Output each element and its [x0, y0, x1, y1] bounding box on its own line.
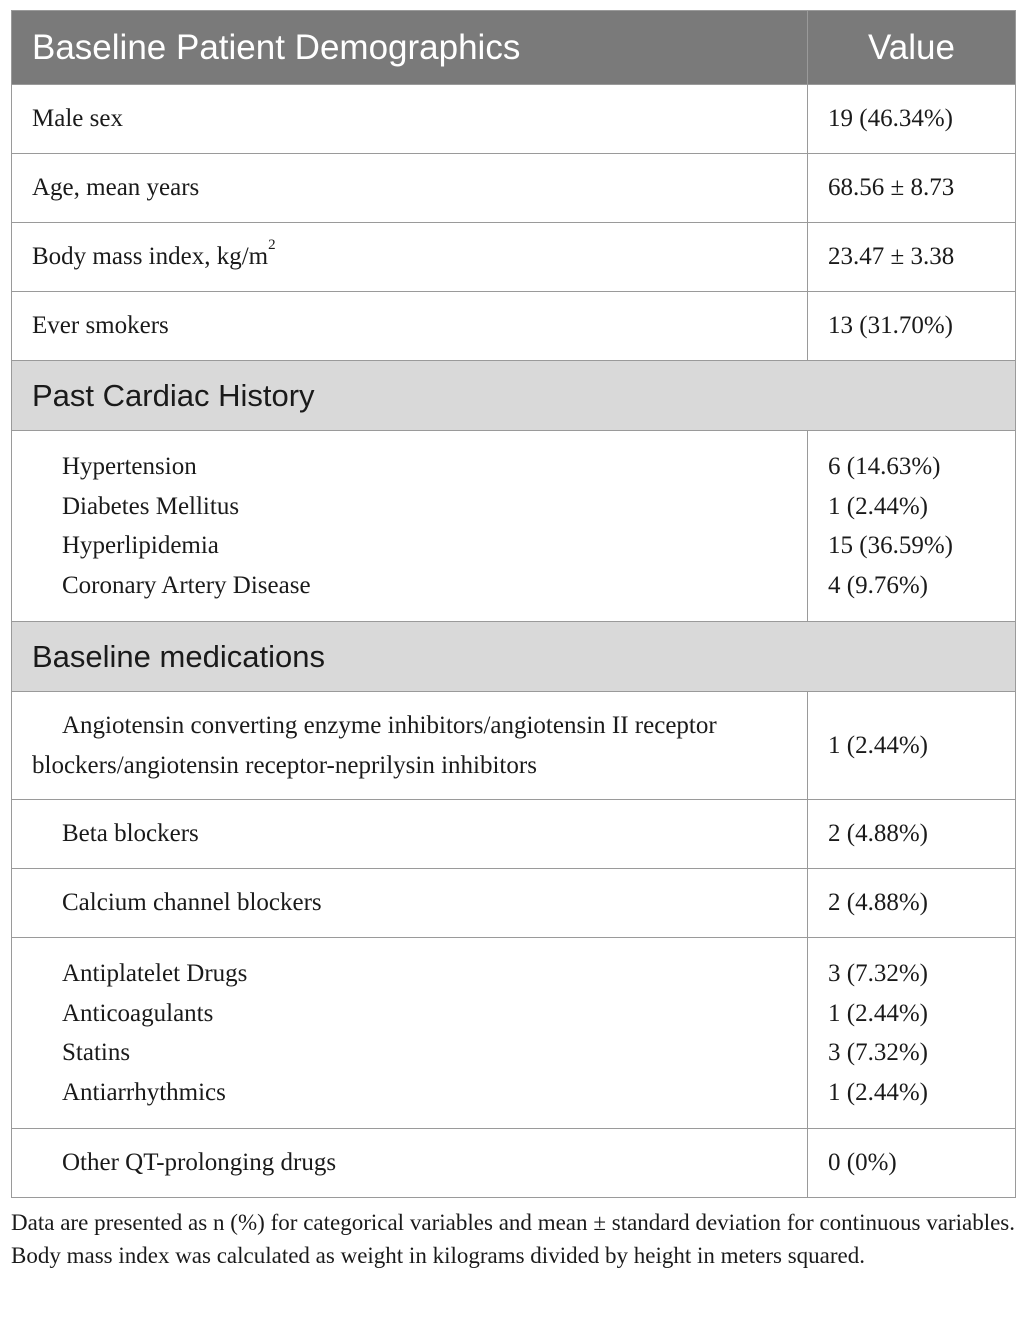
bmi-label-text: Body mass index, kg/m [32, 243, 269, 270]
list-item-label: Hypertension [62, 453, 197, 480]
row-label: Other QT-prolonging drugs [12, 1129, 808, 1198]
row-value: 23.47 ± 3.38 [808, 223, 1016, 292]
list-item-label: Statins [62, 1039, 131, 1066]
table-row [12, 692, 1016, 800]
row-value: 2 (4.88%) [808, 869, 1016, 938]
row-label-group [12, 938, 808, 1129]
list-item-label: Anticoagulants [62, 999, 214, 1027]
table-header-row [12, 11, 1016, 85]
table-row [12, 223, 1016, 292]
row-value: 68.56 ± 8.73 [808, 154, 1016, 223]
row-label: Calcium channel blockers [12, 869, 808, 938]
section-row-cardiac [12, 361, 1016, 431]
table-row [12, 292, 1016, 361]
row-label [12, 692, 808, 800]
list-item-value: 15 (36.59%) [828, 532, 953, 559]
list-item-label: Diabetes Mellitus [62, 492, 240, 520]
list-item-value: 3 (7.32%) [828, 960, 928, 987]
list-item-value: 1 (2.44%) [828, 1078, 928, 1106]
list-item-value: 3 (7.32%) [828, 1039, 928, 1066]
demographics-table-container [11, 10, 1015, 1198]
row-value-group [808, 431, 1016, 622]
section-title: Baseline medications [12, 622, 1016, 692]
table-row [12, 431, 1016, 622]
list-item-label: Antiplatelet Drugs [62, 960, 248, 987]
table-row [12, 85, 1016, 154]
bmi-label-superscript: 2 [268, 237, 276, 253]
list-item-value: 1 (2.44%) [828, 999, 928, 1027]
table-row [12, 1129, 1016, 1198]
row-label: Ever smokers [12, 292, 808, 361]
table-row [12, 800, 1016, 869]
row-label [12, 223, 808, 292]
row-value: 13 (31.70%) [808, 292, 1016, 361]
row-label: Beta blockers [12, 800, 808, 869]
list-item-value: 6 (14.63%) [828, 453, 941, 480]
row-value: 1 (2.44%) [808, 692, 1016, 800]
acei-label-text: Angiotensin converting enzyme inhibitors/angiotensin II receptor blockers/angiotensin receptor-neprilysin inhibitors [32, 711, 717, 779]
row-value: 19 (46.34%) [808, 85, 1016, 154]
table-row [12, 869, 1016, 938]
row-value: 2 (4.88%) [808, 800, 1016, 869]
table-row [12, 154, 1016, 223]
list-item-label: Coronary Artery Disease [62, 571, 311, 599]
row-label: Age, mean years [12, 154, 808, 223]
row-label: Male sex [12, 85, 808, 154]
section-row-medications [12, 622, 1016, 692]
header-value-cell: Value [808, 11, 1016, 85]
row-label-group [12, 431, 808, 622]
row-value-group [808, 938, 1016, 1129]
demographics-table [11, 10, 1016, 1198]
table-footnote: Data are presented as n (%) for categorical variables and mean ± standard deviation for continuous variables. Body mass index was calculated as weight in kilograms divided by height in meters squared. [11, 1210, 1015, 1268]
table-row [12, 938, 1016, 1129]
header-label-cell: Baseline Patient Demographics [12, 11, 808, 85]
list-item-value: 1 (2.44%) [828, 492, 928, 520]
section-title: Past Cardiac History [12, 361, 1016, 431]
list-item-label: Hyperlipidemia [62, 532, 219, 559]
row-value: 0 (0%) [808, 1129, 1016, 1198]
list-item-value: 4 (9.76%) [828, 571, 928, 599]
list-item-label: Antiarrhythmics [62, 1078, 226, 1106]
